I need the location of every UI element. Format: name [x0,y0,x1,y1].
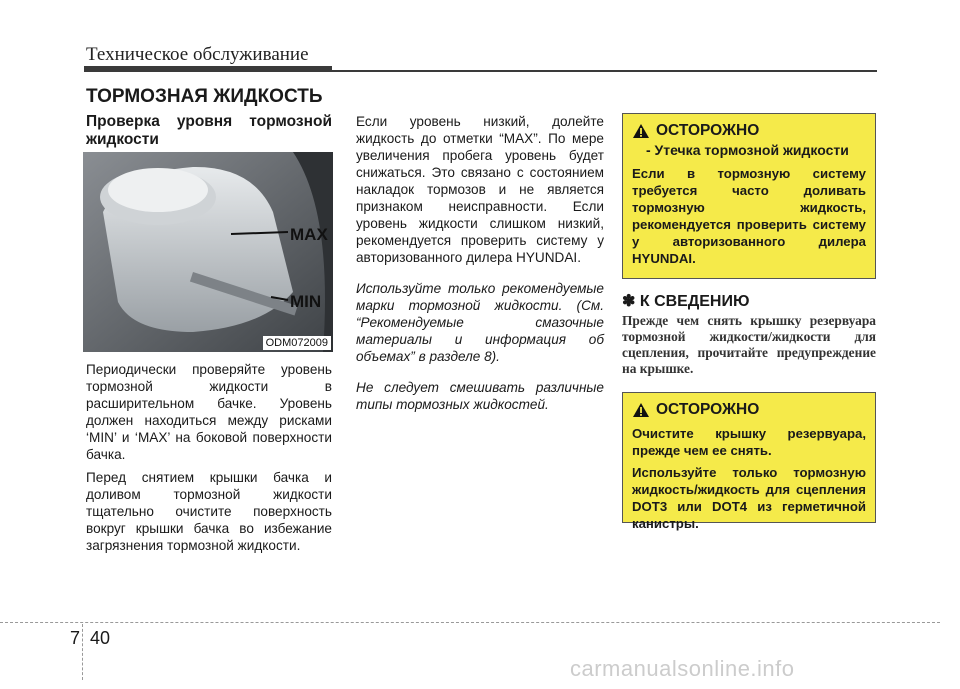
subheading: Проверка уровня тормозной жидкости [86,113,332,148]
header-bar [84,66,332,72]
warning-triangle-icon [632,402,650,418]
page-number: 40 [90,628,111,648]
watermark: carmanualsonline.info [570,656,795,681]
warning-text: Очистите крышку резервуара, прежде чем ее снять. [632,426,866,458]
brake-reservoir-photo [83,152,333,352]
column-1-text [86,361,332,560]
warning-box-cleaning [622,392,876,531]
warning-text: Если в тормозную систему требуется часто доливать тормозную жидкость, рекомендуется проверить систему у авторизованного дилера HYUNDAI. [632,166,866,266]
header-rule [332,70,877,72]
warning-triangle-icon [632,123,650,139]
page-header-title: Техническое обслуживание [86,44,309,65]
photo-code: ODM072009 [263,336,331,350]
warning-box-leak [622,113,876,279]
paragraph: Перед снятием крышки бачка и доливом тормозной жидкости тщательно очистите поверхность вокруг крышки бачка во избежание загрязнения тормозной жидкости. [86,470,332,553]
warning-text: Используйте только тормозную жидкость/жидкость для сцепления DOT3 или DOT4 из герметичной канистры. [632,465,866,531]
italic-note: Не следует смешивать различные типы тормозных жидкостей. [356,380,604,412]
info-text: Прежде чем снять крышку резервуара тормозной жидкости/жидкости для сцепления, прочитайте предупреждение на крышке. [622,313,876,376]
column-2 [356,113,604,419]
warning-subtitle: - Утечка тормозной жидкости [646,142,849,158]
paragraph: Если уровень низкий, долейте жидкость до отметки “MAX”. По мере увеличения пробега уровень будет снижаться. Это связано с состоянием накладок тормозов и не является признаком неисправности. Если уровень жидкости слишком низкий, рекомендуется проверить систему у авторизованного дилера HYUNDAI. [356,114,604,265]
chapter-number: 7 [70,628,81,648]
min-label: MIN [290,292,322,311]
italic-note: Используйте только рекомендуемые марки тормозной жидкости. (См. “Рекомендуемые смазочные материалы и информация об объемах” в разделе 8). [356,281,604,364]
max-label: MAX [290,225,328,244]
paragraph: Периодически проверяйте уровень тормозной жидкости в расширительном бачке. Уровень должен находиться между рисками ‘MIN’ и ‘MAX’ на боковой поверхности бачка. [86,362,332,462]
reservoir-illustration [83,152,333,352]
column-1 [86,113,332,149]
footer-rule [0,622,940,623]
section-title: ТОРМОЗНАЯ ЖИДКОСТЬ [86,86,323,107]
footer-divider [82,624,83,680]
info-title: ✽ К СВЕДЕНИЮ [622,293,750,310]
warning-title: ОСТОРОЖНО [656,401,760,418]
warning-title: ОСТОРОЖНО [656,122,760,139]
